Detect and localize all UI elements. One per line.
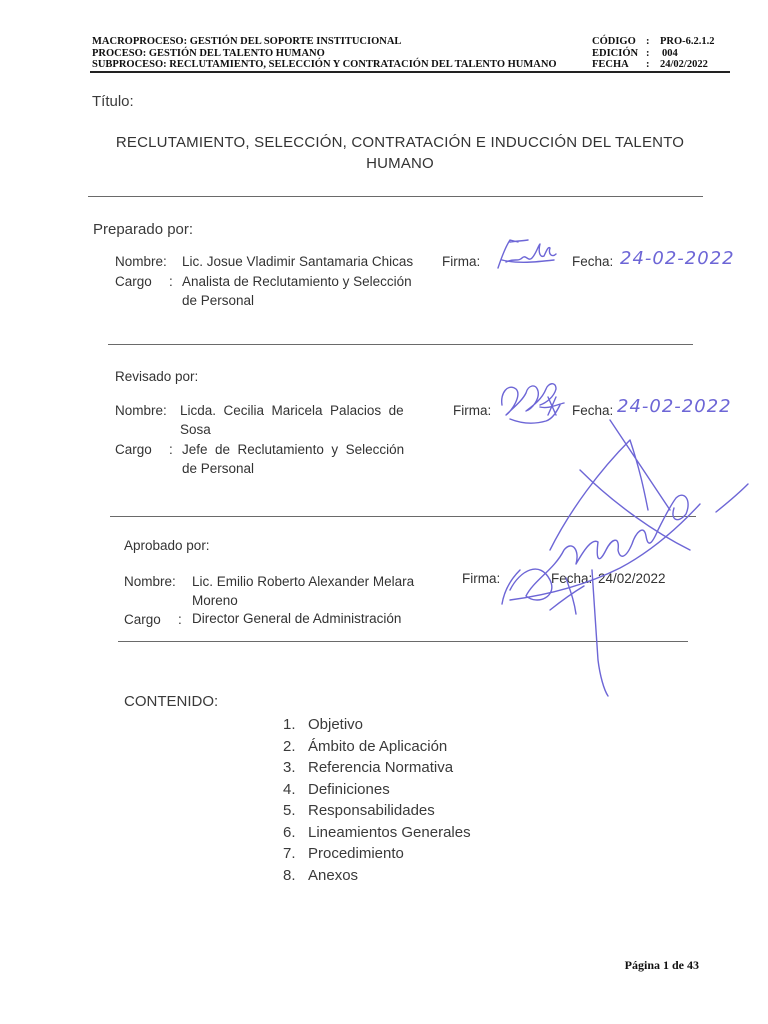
contents-item[interactable]: 4. Definiciones — [283, 780, 390, 798]
contents-list — [283, 714, 471, 886]
contents-item[interactable]: 1. Objetivo — [283, 716, 364, 733]
reviewed-heading: Revisado por: — [115, 369, 199, 384]
title-line-1: RECLUTAMIENTO, SELECCIÓN, CONTRATACIÓN E INDUCCIÓN DEL TALENTO — [115, 134, 685, 151]
approved-signature — [480, 400, 760, 700]
reviewed-cargo-value-2: de Personal — [182, 461, 255, 476]
fecha-value: 24/02/2022 — [660, 59, 708, 70]
document-header — [92, 36, 557, 71]
contents-item[interactable]: 6. Lineamientos Generales — [283, 823, 471, 841]
reviewed-nombre-value-2: Sosa — [180, 422, 211, 437]
reviewed-nombre-value-1: Licda. Cecilia Maricela Palacios de — [180, 403, 404, 418]
prepared-nombre-label: Nombre: — [115, 254, 167, 269]
reviewed-nombre-label: Nombre: — [115, 403, 167, 418]
contents-item[interactable]: 5. Responsabilidades — [283, 802, 435, 819]
contents-item[interactable]: 8. Anexos — [283, 866, 359, 884]
prepared-fecha-label: Fecha: — [572, 254, 614, 269]
document-meta: CÓDIGO : PRO-6.2.1.2 EDICIÓN : 004 FECHA : 24/02/2022 — [592, 36, 715, 70]
contents-heading: CONTENIDO: — [124, 693, 219, 710]
prepared-cargo-value-1: Analista de Reclutamiento y Selección — [182, 274, 412, 289]
header-divider — [90, 71, 730, 73]
edicion-value: 004 — [662, 47, 678, 59]
contents-item[interactable]: 2. Ámbito de Aplicación — [283, 737, 448, 755]
prepared-signature — [488, 236, 560, 272]
subproceso-line: SUBPROCESO: RECLUTAMIENTO, SELECCIÓN Y CONTRATACIÓN DEL TALENTO HUMANO — [92, 59, 557, 70]
title-divider — [88, 196, 703, 197]
reviewed-fecha-value: 24-02-2022 — [617, 396, 732, 417]
fecha-label: FECHA — [592, 59, 629, 70]
prepared-divider — [108, 344, 693, 345]
reviewed-firma-label: Firma: — [453, 403, 492, 418]
prepared-nombre-value: Lic. Josue Vladimir Santamaria Chicas — [182, 254, 414, 269]
approved-heading: Aprobado por: — [124, 538, 210, 553]
approved-cargo-label: Cargo — [124, 612, 161, 627]
approved-fecha-label: Fecha: — [551, 571, 593, 586]
macroproceso-line: MACROPROCESO: GESTIÓN DEL SOPORTE INSTITUCIONAL — [92, 36, 402, 47]
reviewed-cargo-label: Cargo — [115, 442, 152, 457]
proceso-line: PROCESO: GESTIÓN DEL TALENTO HUMANO — [92, 47, 325, 59]
prepared-heading: Preparado por: — [93, 221, 194, 238]
reviewed-fecha-label: Fecha: — [572, 403, 614, 418]
title-line-2: HUMANO — [366, 155, 434, 172]
approved-nombre-value-1: Lic. Emilio Roberto Alexander Melara — [192, 574, 415, 589]
approved-firma-label: Firma: — [462, 571, 501, 586]
page-number: Página 1 de 43 — [624, 958, 699, 972]
approved-nombre-label: Nombre: — [124, 574, 176, 589]
prepared-firma-label: Firma: — [442, 254, 481, 269]
edicion-label: EDICIÓN — [592, 47, 639, 59]
codigo-value: PRO-6.2.1.2 — [660, 36, 715, 47]
prepared-cargo-value-2: de Personal — [182, 293, 255, 308]
approved-nombre-value-2: Moreno — [192, 593, 238, 608]
approved-fecha-value: 24/02/2022 — [598, 571, 666, 586]
approved-cargo-value: Director General de Administración — [192, 611, 402, 626]
title-label: Título: — [92, 93, 134, 110]
prepared-fecha-value: 24-02-2022 — [620, 248, 735, 269]
contents-item[interactable]: 7. Procedimiento — [283, 845, 404, 862]
prepared-cargo-label: Cargo — [115, 274, 152, 289]
reviewed-cargo-value-1: Jefe de Reclutamiento y Selección — [182, 442, 405, 457]
document-title — [100, 132, 700, 174]
codigo-label: CÓDIGO — [592, 36, 636, 47]
contents-item[interactable]: 3. Referencia Normativa — [283, 759, 454, 776]
